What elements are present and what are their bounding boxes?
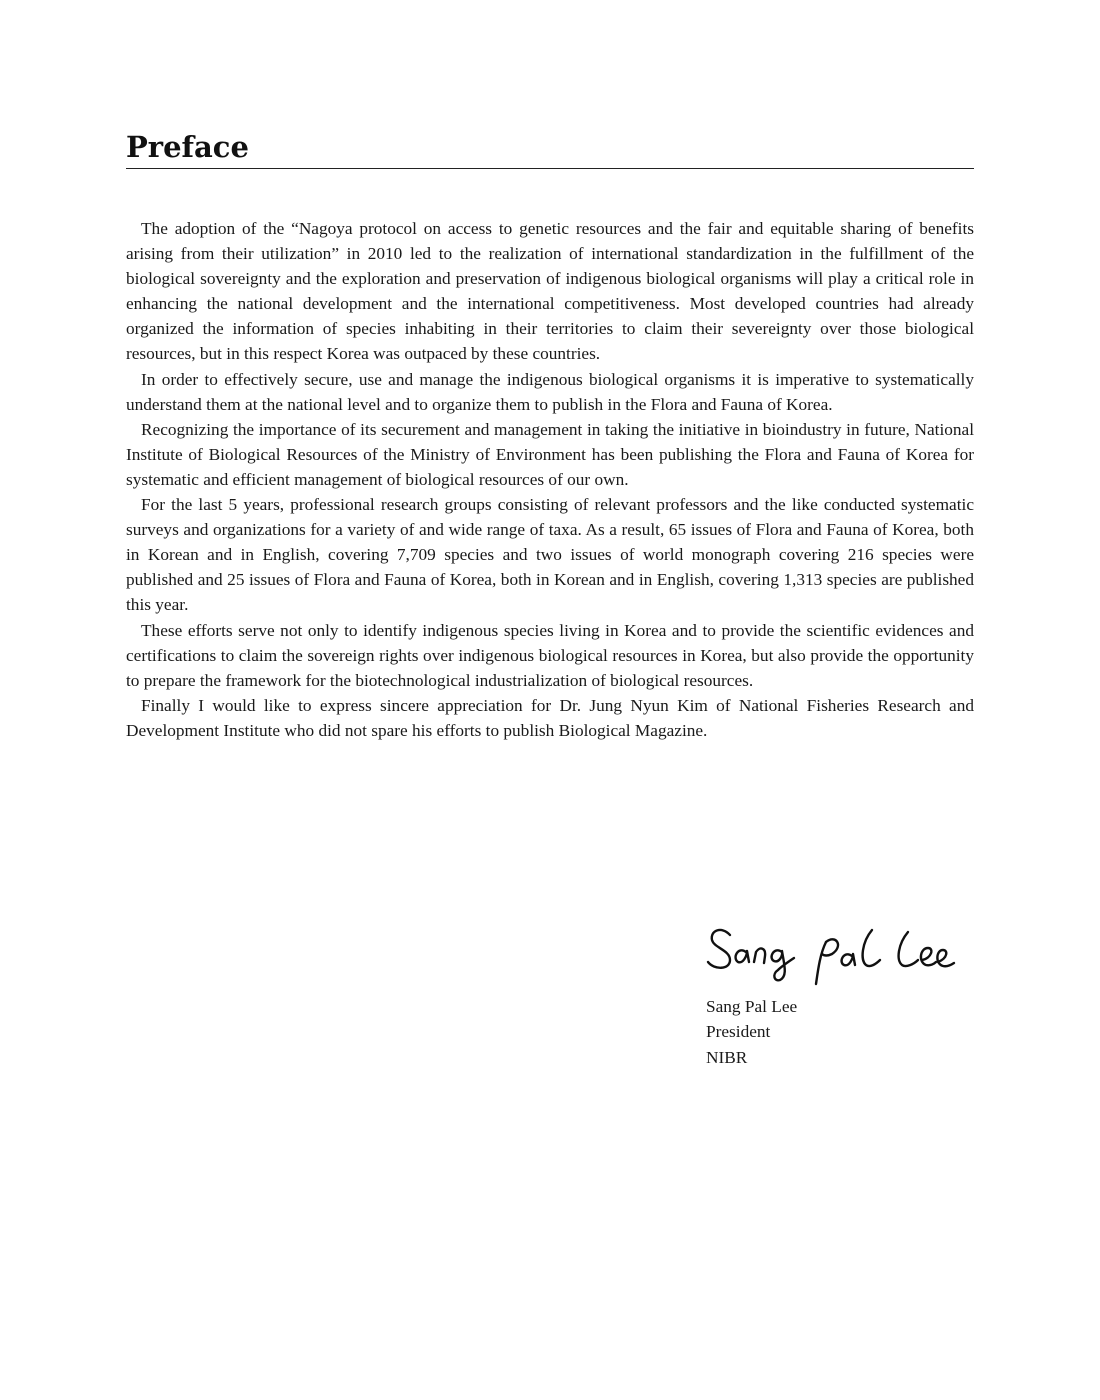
paragraph-sovereign-rights: These efforts serve not only to identify indigenous species living in Korea and to provide the scientific evidences and certifications to claim the sovereign rights over indigenous biological resources in Korea, but also provide the opportunity to prepare the framework for the biotechnological industrialization of biological resources. xyxy=(126,620,974,690)
page-title: Preface xyxy=(126,130,249,164)
preface-body xyxy=(126,216,974,743)
paragraph-nibr-publishing: Recognizing the importance of its securement and management in taking the initiative in bioindustry in future, National Institute of Biological Resources of the Ministry of Environment has been publishing the Flora and Fauna of Korea for systematic and efficient management of biological resources of our own. xyxy=(126,419,974,489)
paragraph-indigenous-organisms: In order to effectively secure, use and manage the indigenous biological organisms it is imperative to systematically understand them at the national level and to organize them to publish in the Flora and Fauna of Korea. xyxy=(126,369,974,414)
paragraph-nagoya-protocol: The adoption of the “Nagoya protocol on access to genetic resources and the fair and equitable sharing of benefits arising from their utilization” in 2010 led to the realization of international standardization in the fulfillment of the biological sovereignty and the exploration and preservation of indigenous biological organisms will play a critical role in enhancing the national development and the international competitiveness. Most developed countries had already organized the information of species inhabiting in their territories to claim their severeignty over those biological resources, but in this respect Korea was outpaced by these countries. xyxy=(126,219,974,364)
signer-title: President xyxy=(706,1022,771,1042)
signer-name: Sang Pal Lee xyxy=(706,997,798,1016)
preface-heading xyxy=(126,128,974,169)
signer-organization: NIBR xyxy=(706,1047,748,1067)
signer-block xyxy=(706,994,797,1070)
paragraph-research-results: For the last 5 years, professional research groups consisting of relevant professors and the like conducted systematic surveys and organizations for a variety of and wide range of taxa. As a result, 65 issues of Flora and Fauna of Korea, both in Korean and in English, covering 7,709 species and two issues of world monograph covering 216 species were published and 25 issues of Flora and Fauna of Korea, both in Korean and in English, covering 1,313 species are published this year. xyxy=(126,495,974,615)
paragraph-appreciation: Finally I would like to express sincere appreciation for Dr. Jung Nyun Kim of National Fisheries Research and Development Institute who did not spare his efforts to publish Biological Magazine. xyxy=(126,695,974,740)
handwritten-signature xyxy=(702,918,962,988)
